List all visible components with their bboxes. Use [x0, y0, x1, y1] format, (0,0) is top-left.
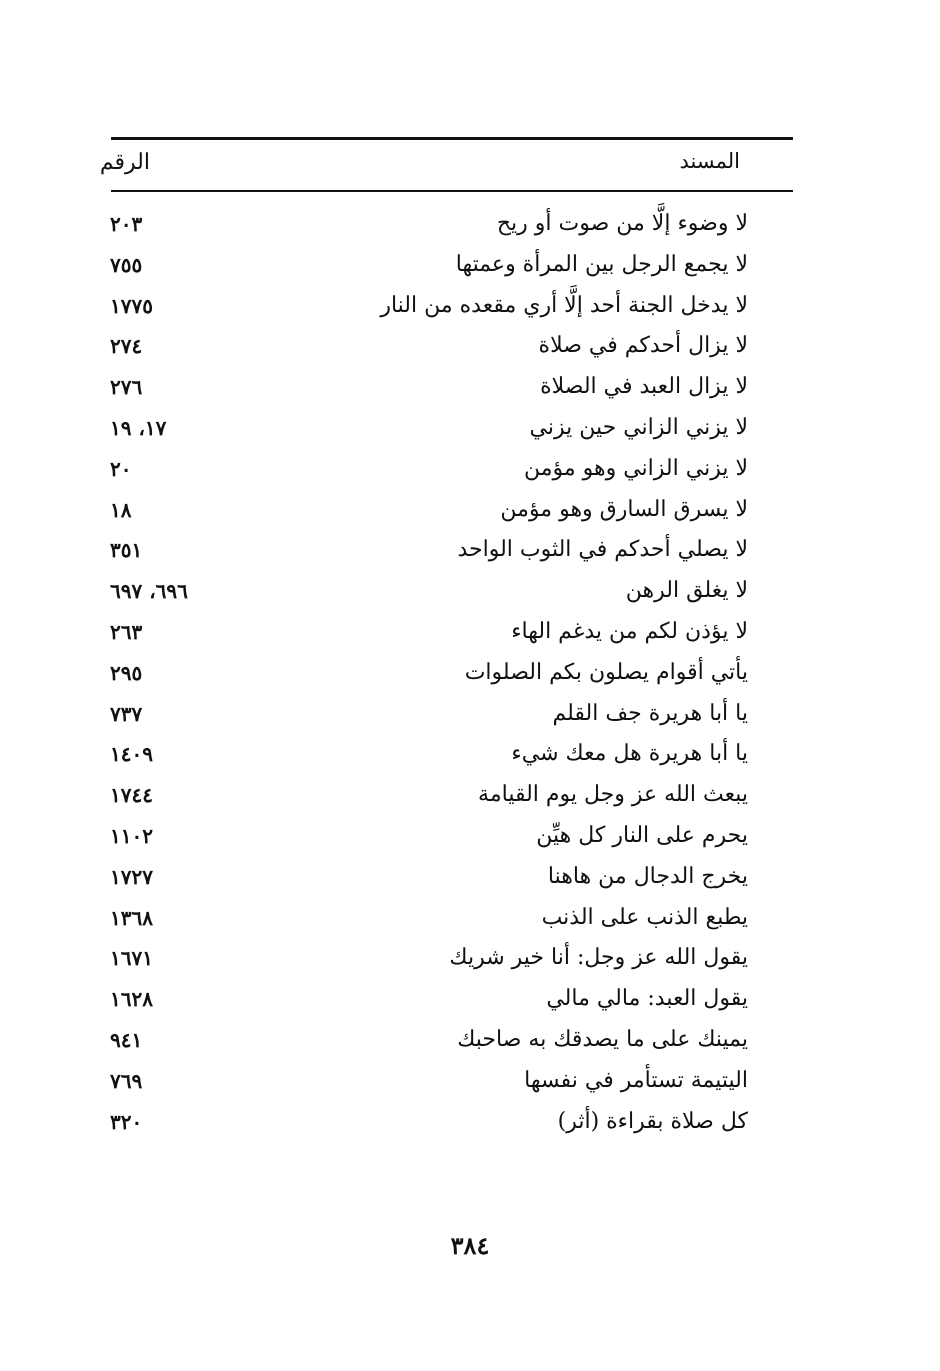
index-row: [100, 530, 760, 570]
index-row: [100, 1020, 760, 1060]
hadith-number: ٦٩٦، ٦٩٧: [110, 579, 188, 603]
hadith-title: لا يزال أحدكم في صلاة: [538, 333, 748, 358]
index-row: [100, 204, 760, 244]
hadith-number: ١٧، ١٩: [110, 416, 167, 440]
hadith-title: يأتي أقوام يصلون بكم الصلوات: [464, 660, 748, 685]
hadith-number: ٢٧٤: [110, 334, 143, 358]
hadith-title: لا يصلي أحدكم في الثوب الواحد: [457, 537, 748, 562]
column-header-musnad: المسند: [679, 149, 740, 173]
index-row: [100, 898, 760, 938]
hadith-title: يخرج الدجال من هاهنا: [547, 864, 748, 889]
index-row: [100, 245, 760, 285]
index-row: [100, 571, 760, 611]
index-row: [100, 979, 760, 1019]
hadith-title: لا يسرق السارق وهو مؤمن: [500, 497, 748, 522]
index-row: [100, 1102, 760, 1142]
index-row: [100, 694, 760, 734]
hadith-title: لا يجمع الرجل بين المرأة وعمتها: [455, 252, 748, 277]
hadith-number: ١٨: [110, 498, 132, 522]
hadith-number: ١٧٤٤: [110, 783, 153, 807]
hadith-title: يحرم على النار كل هيِّن: [536, 823, 748, 848]
index-row: [100, 449, 760, 489]
hadith-number: ١٣٦٨: [110, 906, 153, 930]
index-row: [100, 938, 760, 978]
hadith-number: ٣٢٠: [110, 1110, 143, 1134]
index-row: [100, 775, 760, 815]
hadith-title: يبعث الله عز وجل يوم القيامة: [478, 782, 748, 807]
hadith-title: لا وضوء إلَّا من صوت أو ريح: [496, 211, 748, 236]
hadith-number: ١١٠٢: [110, 824, 153, 848]
hadith-number: ٧٥٥: [110, 253, 143, 277]
hadith-number: ٢٦٣: [110, 620, 143, 644]
hadith-title: لا يزني الزاني حين يزني: [529, 415, 748, 440]
hadith-title: يقول الله عز وجل: أنا خير شريك: [449, 945, 748, 970]
hadith-number: ٣٥١: [110, 538, 143, 562]
index-row: [100, 734, 760, 774]
header-bottom-rule: [111, 190, 793, 192]
hadith-title: لا يؤذن لكم من يدغم الهاء: [511, 619, 748, 644]
hadith-title: يطبع الذنب على الذنب: [541, 905, 748, 930]
hadith-title: لا يدخل الجنة أحد إلَّا أري مقعده من النار: [380, 293, 748, 318]
index-row: [100, 490, 760, 530]
hadith-title: يمينك على ما يصدقك به صاحبك: [457, 1027, 748, 1052]
hadith-number: ١٦٧١: [110, 946, 153, 970]
hadith-title: لا يغلق الرهن: [625, 578, 748, 603]
column-header-number: الرقم: [99, 150, 150, 175]
hadith-number: ٢٠٣: [110, 212, 143, 236]
hadith-number: ٧٣٧: [110, 702, 143, 726]
index-row: [100, 857, 760, 897]
hadith-number: ٢٧٦: [110, 375, 143, 399]
page-number: ٣٨٤: [450, 1231, 490, 1260]
hadith-number: ١٤٠٩: [110, 742, 153, 766]
index-row: [100, 1061, 760, 1101]
hadith-title: يقول العبد: مالي مالي: [546, 986, 748, 1011]
index-row: [100, 408, 760, 448]
hadith-number: ٢٩٥: [110, 661, 143, 685]
hadith-title: كل صلاة بقراءة (أثر): [557, 1109, 748, 1134]
hadith-title: يا أبا هريرة هل معك شيء: [511, 741, 748, 766]
hadith-number: ٧٦٩: [110, 1069, 143, 1093]
hadith-title: لا يزال العبد في الصلاة: [540, 374, 748, 399]
hadith-number: ١٧٧٥: [110, 294, 153, 318]
hadith-title: لا يزني الزاني وهو مؤمن: [523, 456, 748, 481]
hadith-title: اليتيمة تستأمر في نفسها: [524, 1068, 748, 1093]
index-row: [100, 367, 760, 407]
hadith-title: يا أبا هريرة جف القلم: [552, 701, 748, 726]
index-row: [100, 326, 760, 366]
header-top-rule: [111, 137, 793, 140]
hadith-number: ٩٤١: [110, 1028, 143, 1052]
index-row: [100, 612, 760, 652]
hadith-number: ٢٠: [110, 457, 132, 481]
index-row: [100, 286, 760, 326]
hadith-number: ١٦٢٨: [110, 987, 153, 1011]
hadith-number: ١٧٢٧: [110, 865, 153, 889]
index-row: [100, 816, 760, 856]
index-row: [100, 653, 760, 693]
